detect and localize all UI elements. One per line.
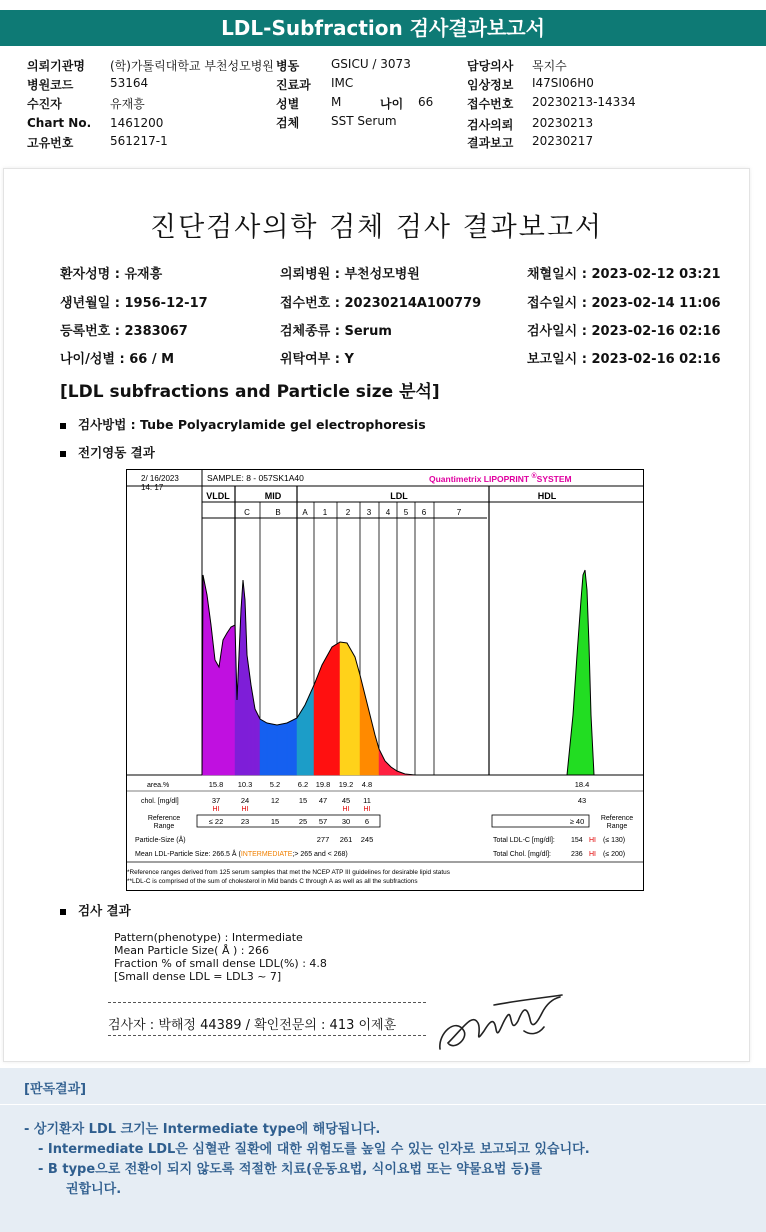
field-label: 접수일시 (527, 296, 578, 311)
ref-value: 6 (364, 817, 370, 826)
method-line (60, 415, 426, 433)
total-ldl-label: Total LDL-C [mg/dl]: (493, 837, 555, 844)
signature-icon (434, 991, 569, 1057)
chol-value: 11 (363, 796, 371, 805)
area-label: area.% (147, 782, 170, 789)
field-age-sex: 나이/성별 : 66 / M (60, 352, 175, 367)
result-block (114, 931, 327, 983)
header-value: 20230213 (532, 116, 594, 130)
report-document (3, 168, 750, 1062)
brand-text: Quantimetrix LIPOPRINT (429, 474, 532, 484)
header-label: 성별 (276, 97, 300, 111)
field-patient-name: 환자성명 : 유재흥 (60, 267, 163, 282)
opinion-line: - 상기환자 LDL 크기는 Intermediate type에 해당됩니다. (24, 1122, 381, 1137)
curve-segment (347, 643, 355, 775)
chart-sample: SAMPLE: 8 - 057SK1A40 (207, 473, 304, 483)
ref-label: Reference (147, 815, 181, 822)
total-ldl-value: 154 (571, 837, 583, 844)
curve-segment (215, 660, 219, 775)
chol-flag: HI (212, 806, 220, 813)
group-label-hdl: HDL (537, 491, 557, 501)
band-label: 4 (385, 508, 391, 517)
field-value: 2023-02-14 11:06 (591, 296, 721, 311)
opinion-title: [판독결과] (24, 1082, 87, 1097)
header-label: Chart No. (27, 116, 92, 130)
header-value: M (331, 95, 342, 109)
field-value: 2023-02-12 03:21 (591, 267, 721, 282)
curve-segment (340, 642, 347, 775)
field-report-time: 보고일시 : 2023-02-16 02:16 (527, 352, 721, 367)
field-label: 접수번호 (280, 296, 331, 311)
particle-size-value: 245 (360, 835, 374, 844)
header-label: 병원코드 (27, 78, 74, 92)
header-value: 유재흥 (110, 97, 145, 111)
particle-size-value: 261 (339, 835, 353, 844)
field-collect-time: 채혈일시 : 2023-02-12 03:21 (527, 267, 721, 282)
brand-sup: ® (531, 473, 537, 480)
footnote-1: *Reference ranges derived from 125 serum samples that met the NCEP ATP III guidelines for desirable lipid status (127, 869, 450, 876)
header-label: 고유번호 (27, 136, 74, 150)
hdl-ref-value: ≥ 40 (569, 817, 585, 826)
report-title: 진단검사의학 검체 검사 결과보고서 (150, 212, 603, 243)
curve-segment (255, 709, 260, 775)
header-label: 결과보고 (467, 136, 514, 150)
field-registration: 등록번호 : 2383067 (60, 324, 188, 339)
header-value: 66 (418, 95, 434, 109)
chart-date: 2/ 16/2023 (141, 474, 179, 483)
curve-segment (287, 718, 297, 775)
field-value: 20230214A100779 (344, 296, 482, 311)
section-title: [LDL subfractions and Particle size 분석] (60, 382, 440, 402)
mean-size-part: Mean LDL-Particle Size: 266.5 Å ( (135, 851, 241, 858)
divider (108, 1035, 426, 1036)
hdl-ref-label: Reference (600, 815, 634, 822)
curve-segment (243, 580, 245, 775)
chart-brand (429, 472, 572, 484)
field-value: 66 / M (129, 352, 175, 367)
bullet-icon (60, 423, 66, 429)
curve-segment (211, 625, 215, 775)
field-label: 검사일시 (527, 324, 578, 339)
chol-value: 37 (211, 796, 221, 805)
chol-flag: HI (363, 806, 371, 813)
header-label: 병동 (276, 59, 300, 73)
chol-flag: HI (241, 806, 249, 813)
total-ldl-ref: (≤ 130) (603, 837, 626, 844)
signature-line: 검사자 : 박해정 44389 / 확인전문의 : 413 이제훈 (108, 1018, 397, 1033)
area-value: 4.8 (361, 780, 373, 789)
curve-segment (277, 723, 287, 775)
total-chol-label: Total Chol. [mg/dl]: (493, 851, 551, 858)
hdl-area-value: 18.4 (574, 780, 590, 789)
total-chol-flag: HI (589, 851, 596, 858)
mean-size-part: ;> 265 and < 268) (292, 851, 348, 858)
opinion-panel (0, 1068, 766, 1232)
bullet-icon (60, 909, 66, 915)
mean-size-part: INTERMEDIATE (240, 851, 293, 858)
chol-value: 47 (318, 796, 328, 805)
field-value: Serum (344, 324, 392, 339)
particle-size-label: Particle-Size (Å) (135, 837, 186, 844)
hdl-chol-value: 43 (577, 796, 587, 805)
band-label: 5 (403, 508, 409, 517)
curve-segment (305, 685, 314, 775)
curve-segment (260, 719, 267, 775)
total-ldl-flag: HI (589, 837, 596, 844)
field-label: 의뢰병원 (280, 267, 331, 282)
divider (108, 1002, 426, 1003)
total-chol-value: 236 (571, 851, 583, 858)
ref-value: ≤ 22 (208, 817, 224, 826)
field-label: 등록번호 (60, 324, 111, 339)
band-label: 3 (366, 508, 372, 517)
field-label: 위탁여부 (280, 352, 331, 367)
result-heading (60, 901, 131, 919)
group-label-mid: MID (264, 491, 282, 501)
band-label: 1 (322, 508, 328, 517)
header-label: 접수번호 (467, 97, 514, 111)
area-value: 10.3 (237, 780, 253, 789)
band-label: B (275, 508, 281, 517)
ref-value: 25 (298, 817, 308, 826)
area-value: 6.2 (297, 780, 309, 789)
total-chol-ref: (≤ 200) (603, 851, 626, 858)
footnote-2: **LDL-C is comprised of the sum of cholesterol in Mid bands C through A as well as all the subfractions (127, 878, 418, 885)
field-label: 채혈일시 (527, 267, 578, 282)
field-value: 2383067 (124, 324, 188, 339)
electrophoresis-chart (127, 470, 643, 890)
curve-segment (203, 575, 207, 775)
header-value: 53164 (110, 76, 149, 90)
chart-time: 14: 17 (141, 483, 164, 492)
band-label: 6 (421, 508, 427, 517)
field-label: 나이/성별 (60, 352, 115, 367)
ref-box (197, 815, 380, 827)
chol-value: 24 (240, 796, 250, 805)
result-line: Mean Particle Size( Å ) : 266 (114, 944, 269, 957)
divider (0, 1104, 766, 1105)
header-value: GSICU / 3073 (331, 57, 411, 71)
header-value: 561217-1 (110, 134, 168, 148)
field-label: 환자성명 (60, 267, 111, 282)
method-text: 검사방법 : Tube Polyacrylamide gel electrophoresis (78, 417, 426, 432)
chol-label: chol. [mg/dl] (141, 798, 179, 805)
chol-value: 15 (298, 796, 308, 805)
particle-size-value: 277 (316, 835, 330, 844)
curve-segment (355, 657, 360, 775)
field-label: 보고일시 (527, 352, 578, 367)
electro-text: 전기영동 결과 (78, 445, 155, 460)
curve-segment (385, 761, 391, 775)
header-label: 진료과 (276, 78, 311, 92)
header-label: 검체 (276, 116, 300, 130)
result-line: Fraction % of small dense LDL(%) : 4.8 (114, 957, 327, 970)
header-label: 수진자 (27, 97, 62, 111)
chol-flag: HI (342, 806, 350, 813)
curve-segment (367, 703, 375, 775)
header-label: 담당의사 (467, 59, 514, 73)
header-value: SST Serum (331, 114, 397, 128)
hdl-peak (567, 570, 594, 775)
group-label-vldl: VLDL (206, 491, 230, 501)
curve-segment (227, 627, 231, 775)
band-label: C (244, 508, 250, 517)
field-receive-time: 접수일시 : 2023-02-14 11:06 (527, 296, 721, 311)
field-accession: 접수번호 : 20230214A100779 (280, 296, 482, 311)
field-label: 생년월일 (60, 296, 111, 311)
header-value: 목지수 (532, 59, 567, 73)
ref-value: 57 (318, 817, 328, 826)
opinion-line: 권합니다. (66, 1182, 122, 1197)
curve-segment (332, 642, 340, 775)
header-label: 검사의뢰 (467, 118, 514, 132)
header-value: (학)가톨릭대학교 부천성모병원 (110, 59, 274, 73)
band-label: A (302, 508, 308, 517)
field-value: Y (344, 352, 354, 367)
ref-value: 30 (341, 817, 351, 826)
mean-size-line (135, 849, 348, 858)
header-label: 의뢰기관명 (27, 59, 85, 73)
area-value: 19.8 (315, 780, 331, 789)
header-value: I47SI06H0 (532, 76, 594, 90)
field-value: 부천성모병원 (344, 267, 420, 282)
area-value: 15.8 (208, 780, 224, 789)
header-label: 임상정보 (467, 78, 514, 92)
field-specimen: 검체종류 : Serum (280, 324, 392, 339)
chol-value: 45 (341, 796, 351, 805)
area-value: 5.2 (269, 780, 281, 789)
field-value: 1956-12-17 (124, 296, 208, 311)
curve-segment (379, 749, 385, 775)
page-title: LDL-Subfraction 검사결과보고서 (0, 10, 766, 46)
field-value: 2023-02-16 02:16 (591, 352, 721, 367)
result-line: [Small dense LDL = LDL3 ~ 7] (114, 970, 282, 983)
curve-segment (223, 633, 227, 775)
bullet-icon (60, 451, 66, 457)
curve-segment (322, 647, 332, 775)
chol-value: 12 (270, 796, 280, 805)
header-label: 나이 (380, 97, 404, 111)
curve-segment (231, 625, 235, 775)
opinion-line: - B type으로 전환이 되지 않도록 적절한 치료(운동요법, 식이요법 또는 약물요법 등)를 (38, 1162, 543, 1177)
result-line: Pattern(phenotype) : Intermediate (114, 931, 303, 944)
opinion-line: - Intermediate LDL은 심혈관 질환에 대한 위험도를 높일 수 있는 인자로 보고되고 있습니다. (38, 1142, 590, 1157)
field-value: 유재흥 (124, 267, 163, 282)
field-value: 2023-02-16 02:16 (591, 324, 721, 339)
ref-value: 23 (240, 817, 250, 826)
header-value: 20230213-14334 (532, 95, 636, 109)
field-birthdate: 생년월일 : 1956-12-17 (60, 296, 208, 311)
area-value: 19.2 (338, 780, 354, 789)
header-value: 20230217 (532, 134, 594, 148)
ref-value: 15 (270, 817, 280, 826)
group-label-ldl: LDL (390, 491, 408, 501)
field-test-time: 검사일시 : 2023-02-16 02:16 (527, 324, 721, 339)
electro-heading (60, 443, 155, 461)
field-label: 검체종류 (280, 324, 331, 339)
header-value: IMC (331, 76, 354, 90)
hdl-ref-label: Range (606, 823, 628, 830)
electrophoresis-figure (126, 469, 644, 891)
band-label: 7 (456, 508, 462, 517)
ref-label: Range (153, 823, 175, 830)
header-value: 1461200 (110, 116, 164, 130)
band-label: 2 (345, 508, 351, 517)
curve-segment (267, 723, 277, 775)
field-hospital: 의뢰병원 : 부천성모병원 (280, 267, 420, 282)
result-heading-text: 검사 결과 (78, 903, 131, 918)
field-referral: 위탁여부 : Y (280, 352, 354, 367)
brand-tail: SYSTEM (536, 474, 572, 484)
